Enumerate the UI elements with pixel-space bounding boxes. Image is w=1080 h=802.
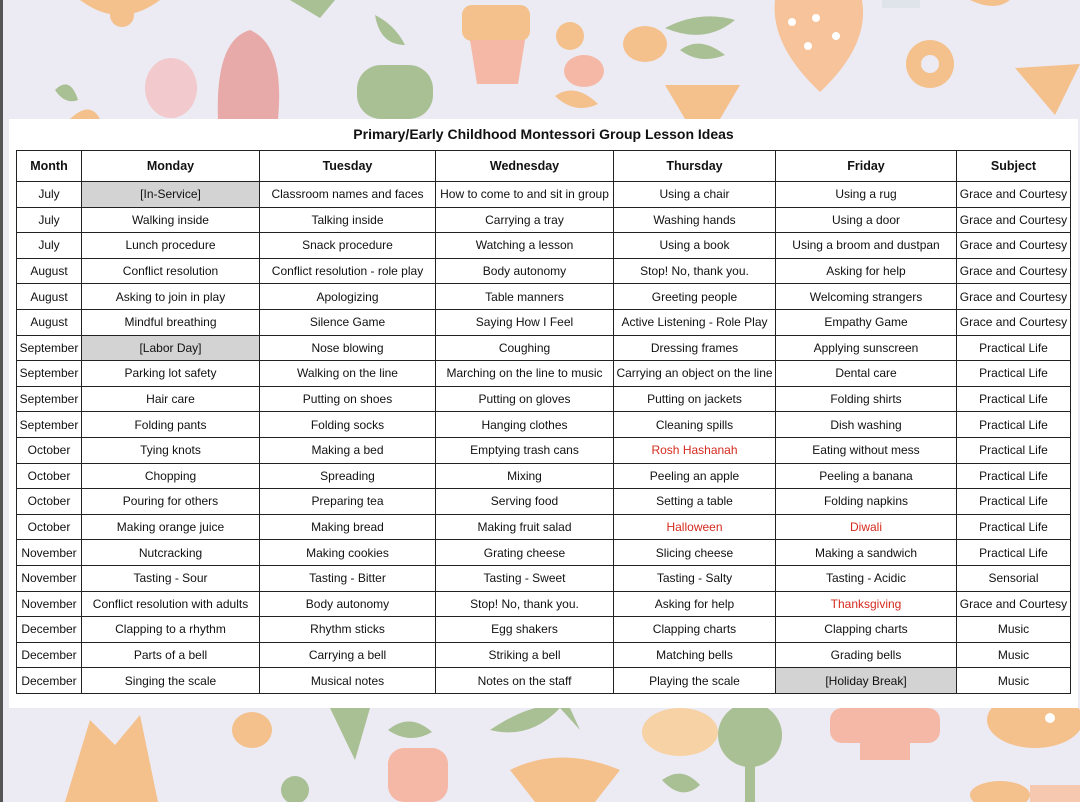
cell-month: November bbox=[17, 591, 82, 617]
cell-subject: Music bbox=[957, 642, 1071, 668]
cell-monday: Parking lot safety bbox=[82, 361, 260, 387]
stem-shape bbox=[745, 760, 755, 802]
cell-friday: Welcoming strangers bbox=[776, 284, 957, 310]
table-row bbox=[17, 207, 1071, 233]
cell-friday: Asking for help bbox=[776, 258, 957, 284]
table-row bbox=[17, 668, 1071, 694]
cell-monday: Folding pants bbox=[82, 412, 260, 438]
cell-month: July bbox=[17, 207, 82, 233]
column-header-thursday: Thursday bbox=[614, 151, 776, 182]
cell-wednesday: Serving food bbox=[436, 489, 614, 515]
cell-thursday: Active Listening - Role Play bbox=[614, 309, 776, 335]
cell-month: December bbox=[17, 617, 82, 643]
cell-friday: Dish washing bbox=[776, 412, 957, 438]
cell-wednesday: Egg shakers bbox=[436, 617, 614, 643]
cell-wednesday: Marching on the line to music bbox=[436, 361, 614, 387]
table-row bbox=[17, 565, 1071, 591]
cell-thursday: Washing hands bbox=[614, 207, 776, 233]
table-row bbox=[17, 335, 1071, 361]
dot-shape bbox=[556, 22, 584, 50]
cell-friday: [Holiday Break] bbox=[776, 668, 957, 694]
cell-monday: [Labor Day] bbox=[82, 335, 260, 361]
cell-thursday: Rosh Hashanah bbox=[614, 437, 776, 463]
cell-month: September bbox=[17, 361, 82, 387]
cell-thursday: Greeting people bbox=[614, 284, 776, 310]
cell-subject: Practical Life bbox=[957, 540, 1071, 566]
cell-tuesday: Putting on shoes bbox=[260, 386, 436, 412]
cell-friday: Clapping charts bbox=[776, 617, 957, 643]
leaf-shape bbox=[65, 715, 158, 802]
cell-wednesday: Notes on the staff bbox=[436, 668, 614, 694]
cell-friday: Applying sunscreen bbox=[776, 335, 957, 361]
cell-month: September bbox=[17, 412, 82, 438]
mushroom-shape bbox=[775, 0, 864, 92]
table-row bbox=[17, 540, 1071, 566]
leaf-shape bbox=[1015, 64, 1080, 115]
cell-subject: Practical Life bbox=[957, 412, 1071, 438]
card-shape bbox=[882, 0, 920, 8]
cell-thursday: Cleaning spills bbox=[614, 412, 776, 438]
cell-thursday: Slicing cheese bbox=[614, 540, 776, 566]
fruit-shape bbox=[642, 708, 718, 756]
cell-tuesday: Musical notes bbox=[260, 668, 436, 694]
cell-wednesday: Table manners bbox=[436, 284, 614, 310]
cell-subject: Practical Life bbox=[957, 489, 1071, 515]
cell-friday: Eating without mess bbox=[776, 437, 957, 463]
table-row bbox=[17, 233, 1071, 259]
table-row bbox=[17, 412, 1071, 438]
table-row bbox=[17, 309, 1071, 335]
cell-wednesday: Putting on gloves bbox=[436, 386, 614, 412]
cell-subject: Grace and Courtesy bbox=[957, 207, 1071, 233]
column-header-tuesday: Tuesday bbox=[260, 151, 436, 182]
cell-month: July bbox=[17, 182, 82, 208]
cell-tuesday: Making cookies bbox=[260, 540, 436, 566]
cell-subject: Grace and Courtesy bbox=[957, 233, 1071, 259]
lesson-table bbox=[16, 150, 1071, 694]
cell-monday: Tasting - Sour bbox=[82, 565, 260, 591]
cell-wednesday: Stop! No, thank you. bbox=[436, 591, 614, 617]
cell-subject: Practical Life bbox=[957, 514, 1071, 540]
cell-friday: Making a sandwich bbox=[776, 540, 957, 566]
leaf-shape bbox=[970, 0, 1010, 6]
cell-month: August bbox=[17, 284, 82, 310]
table-row bbox=[17, 591, 1071, 617]
cell-subject: Grace and Courtesy bbox=[957, 258, 1071, 284]
orange-shape bbox=[623, 26, 667, 62]
cell-monday: Tying knots bbox=[82, 437, 260, 463]
cell-wednesday: How to come to and sit in group bbox=[436, 182, 614, 208]
cell-tuesday: Silence Game bbox=[260, 309, 436, 335]
lesson-sheet bbox=[9, 119, 1078, 708]
cell-friday: Peeling a banana bbox=[776, 463, 957, 489]
cell-subject: Grace and Courtesy bbox=[957, 182, 1071, 208]
dot-shape bbox=[232, 712, 272, 748]
cell-friday: Folding shirts bbox=[776, 386, 957, 412]
column-header-friday: Friday bbox=[776, 151, 957, 182]
cell-monday: Clapping to a rhythm bbox=[82, 617, 260, 643]
leaf-shape bbox=[70, 110, 100, 120]
cell-tuesday: Folding socks bbox=[260, 412, 436, 438]
cell-monday: Singing the scale bbox=[82, 668, 260, 694]
cell-subject: Grace and Courtesy bbox=[957, 591, 1071, 617]
cell-wednesday: Coughing bbox=[436, 335, 614, 361]
leaf-shape bbox=[490, 706, 560, 732]
cell-tuesday: Walking on the line bbox=[260, 361, 436, 387]
cup-shape bbox=[462, 5, 530, 41]
cell-subject: Music bbox=[957, 668, 1071, 694]
cell-month: November bbox=[17, 565, 82, 591]
table-row bbox=[17, 361, 1071, 387]
cell-wednesday: Mixing bbox=[436, 463, 614, 489]
cell-thursday: Carrying an object on the line bbox=[614, 361, 776, 387]
cell-tuesday: Tasting - Bitter bbox=[260, 565, 436, 591]
cell-friday: Using a rug bbox=[776, 182, 957, 208]
cell-thursday: Matching bells bbox=[614, 642, 776, 668]
table-row bbox=[17, 386, 1071, 412]
cell-subject: Practical Life bbox=[957, 361, 1071, 387]
cell-tuesday: Rhythm sticks bbox=[260, 617, 436, 643]
cell-thursday: Using a book bbox=[614, 233, 776, 259]
cell-tuesday: Apologizing bbox=[260, 284, 436, 310]
column-header-monday: Monday bbox=[82, 151, 260, 182]
cell-wednesday: Making fruit salad bbox=[436, 514, 614, 540]
cell-month: October bbox=[17, 463, 82, 489]
table-row bbox=[17, 182, 1071, 208]
cell-tuesday: Spreading bbox=[260, 463, 436, 489]
header-row bbox=[17, 151, 1071, 182]
cell-wednesday: Grating cheese bbox=[436, 540, 614, 566]
pot-shape bbox=[388, 748, 448, 802]
table-row bbox=[17, 642, 1071, 668]
fruit-shape bbox=[564, 55, 604, 87]
page-title: Primary/Early Childhood Montessori Group Lesson Ideas bbox=[353, 126, 734, 142]
table-row bbox=[17, 284, 1071, 310]
table-row bbox=[17, 437, 1071, 463]
leaf-shape bbox=[388, 721, 432, 738]
cell-monday: Walking inside bbox=[82, 207, 260, 233]
cell-monday: Asking to join in play bbox=[82, 284, 260, 310]
cell-friday: Grading bells bbox=[776, 642, 957, 668]
table-row bbox=[17, 489, 1071, 515]
cup-shape bbox=[860, 735, 910, 760]
cell-month: October bbox=[17, 514, 82, 540]
cell-wednesday: Carrying a tray bbox=[436, 207, 614, 233]
cell-subject: Practical Life bbox=[957, 437, 1071, 463]
cell-friday: Thanksgiving bbox=[776, 591, 957, 617]
cell-wednesday: Striking a bell bbox=[436, 642, 614, 668]
cell-monday: Parts of a bell bbox=[82, 642, 260, 668]
cell-tuesday: Nose blowing bbox=[260, 335, 436, 361]
cell-friday: Using a broom and dustpan bbox=[776, 233, 957, 259]
cell-monday: Mindful breathing bbox=[82, 309, 260, 335]
cell-wednesday: Watching a lesson bbox=[436, 233, 614, 259]
apple-shape bbox=[718, 703, 782, 767]
cell-monday: Pouring for others bbox=[82, 489, 260, 515]
table-row bbox=[17, 258, 1071, 284]
table-body bbox=[17, 182, 1071, 694]
balloon-shape bbox=[145, 58, 197, 118]
cell-subject: Music bbox=[957, 617, 1071, 643]
cell-thursday: Halloween bbox=[614, 514, 776, 540]
leaf-shape bbox=[55, 84, 78, 101]
cell-friday: Dental care bbox=[776, 361, 957, 387]
cell-month: August bbox=[17, 258, 82, 284]
cell-month: September bbox=[17, 386, 82, 412]
leaf-shape bbox=[330, 708, 370, 760]
pot-shape bbox=[470, 40, 525, 84]
cell-friday: Using a door bbox=[776, 207, 957, 233]
cell-monday: Nutcracking bbox=[82, 540, 260, 566]
cell-wednesday: Emptying trash cans bbox=[436, 437, 614, 463]
cell-subject: Grace and Courtesy bbox=[957, 309, 1071, 335]
column-header-subject: Subject bbox=[957, 151, 1071, 182]
cell-friday: Empathy Game bbox=[776, 309, 957, 335]
cell-tuesday: Classroom names and faces bbox=[260, 182, 436, 208]
cell-month: December bbox=[17, 668, 82, 694]
cell-month: December bbox=[17, 642, 82, 668]
leaf-shape bbox=[680, 44, 725, 59]
cell-subject: Practical Life bbox=[957, 335, 1071, 361]
cell-tuesday: Body autonomy bbox=[260, 591, 436, 617]
cell-month: October bbox=[17, 489, 82, 515]
window-edge bbox=[0, 0, 3, 802]
pear-shape bbox=[110, 3, 134, 27]
cell-monday: Chopping bbox=[82, 463, 260, 489]
cell-wednesday: Saying How I Feel bbox=[436, 309, 614, 335]
column-header-wednesday: Wednesday bbox=[436, 151, 614, 182]
cell-thursday: Peeling an apple bbox=[614, 463, 776, 489]
table-row bbox=[17, 463, 1071, 489]
bowl-shape bbox=[665, 85, 740, 119]
leaf-shape bbox=[560, 708, 580, 730]
cell-monday: Conflict resolution bbox=[82, 258, 260, 284]
cell-friday: Folding napkins bbox=[776, 489, 957, 515]
cell-thursday: Playing the scale bbox=[614, 668, 776, 694]
cell-thursday: Asking for help bbox=[614, 591, 776, 617]
cell-thursday: Using a chair bbox=[614, 182, 776, 208]
cell-month: July bbox=[17, 233, 82, 259]
cell-month: September bbox=[17, 335, 82, 361]
cell-tuesday: Preparing tea bbox=[260, 489, 436, 515]
fruit-shape bbox=[970, 781, 1030, 802]
cell-subject: Practical Life bbox=[957, 463, 1071, 489]
cell-monday: Lunch procedure bbox=[82, 233, 260, 259]
cell-thursday: Dressing frames bbox=[614, 335, 776, 361]
cell-tuesday: Talking inside bbox=[260, 207, 436, 233]
cell-month: November bbox=[17, 540, 82, 566]
cell-tuesday: Conflict resolution - role play bbox=[260, 258, 436, 284]
cell-monday: Hair care bbox=[82, 386, 260, 412]
cell-thursday: Setting a table bbox=[614, 489, 776, 515]
leaf-shape bbox=[290, 0, 335, 18]
cell-monday: Conflict resolution with adults bbox=[82, 591, 260, 617]
apple-shape bbox=[357, 65, 433, 119]
cell-month: October bbox=[17, 437, 82, 463]
cell-wednesday: Hanging clothes bbox=[436, 412, 614, 438]
leaf-shape bbox=[555, 91, 598, 108]
cell-subject: Grace and Courtesy bbox=[957, 284, 1071, 310]
flower-shape bbox=[281, 776, 309, 802]
leaf-shape bbox=[665, 16, 735, 34]
leaf-shape bbox=[1030, 785, 1080, 802]
column-header-month: Month bbox=[17, 151, 82, 182]
cell-month: August bbox=[17, 309, 82, 335]
cell-friday: Diwali bbox=[776, 514, 957, 540]
leaf-shape bbox=[662, 774, 700, 793]
cell-tuesday: Snack procedure bbox=[260, 233, 436, 259]
cell-tuesday: Making bread bbox=[260, 514, 436, 540]
cell-monday: [In-Service] bbox=[82, 182, 260, 208]
cell-thursday: Stop! No, thank you. bbox=[614, 258, 776, 284]
tree-shape bbox=[218, 30, 279, 119]
table-row bbox=[17, 514, 1071, 540]
cell-wednesday: Tasting - Sweet bbox=[436, 565, 614, 591]
cell-tuesday: Carrying a bell bbox=[260, 642, 436, 668]
cell-monday: Making orange juice bbox=[82, 514, 260, 540]
leaf-shape bbox=[375, 15, 405, 45]
cell-thursday: Putting on jackets bbox=[614, 386, 776, 412]
cell-subject: Sensorial bbox=[957, 565, 1071, 591]
cell-wednesday: Body autonomy bbox=[436, 258, 614, 284]
cell-friday: Tasting - Acidic bbox=[776, 565, 957, 591]
cell-thursday: Clapping charts bbox=[614, 617, 776, 643]
bowl-shape bbox=[510, 758, 620, 802]
table-row bbox=[17, 617, 1071, 643]
cell-tuesday: Making a bed bbox=[260, 437, 436, 463]
cell-subject: Practical Life bbox=[957, 386, 1071, 412]
cell-thursday: Tasting - Salty bbox=[614, 565, 776, 591]
